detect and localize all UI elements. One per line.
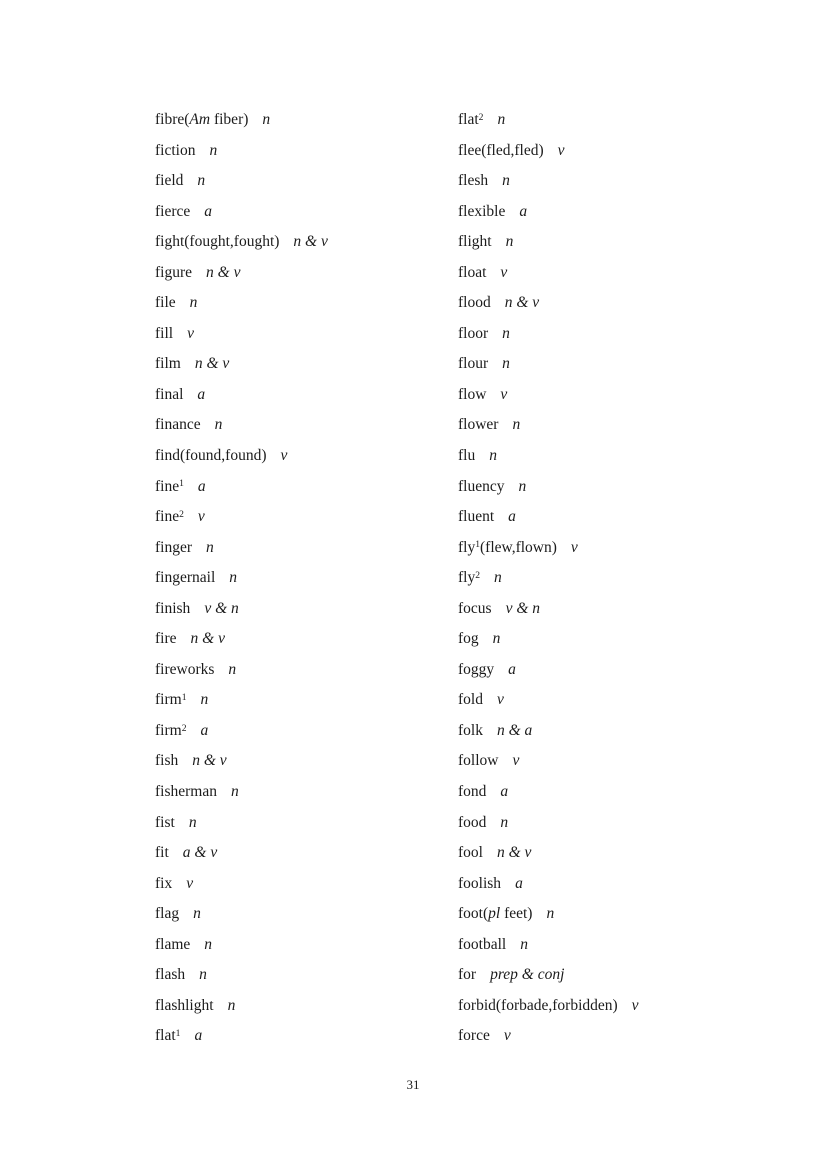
entry-word-segment: find(found,found) — [155, 447, 267, 465]
entry-word-segment: feet) — [500, 905, 533, 923]
entry-part-of-speech: v — [197, 508, 205, 526]
entry-word-segment: fiber) — [210, 111, 249, 128]
entry-part-of-speech: v — [503, 1027, 511, 1045]
vocab-entry — [458, 1021, 639, 1052]
entry-word — [458, 814, 486, 831]
vocab-entry — [458, 960, 639, 991]
entry-part-of-speech: n — [492, 630, 501, 648]
vocab-entry — [155, 380, 328, 411]
entry-word-segment: foggy — [458, 660, 495, 678]
vocab-entry — [155, 441, 328, 472]
entry-word-segment: folk — [458, 721, 483, 739]
vocab-entry — [155, 1021, 328, 1052]
entry-part-of-speech: n — [209, 141, 218, 159]
entry-part-of-speech: n & v — [293, 233, 328, 251]
vocab-entry — [458, 930, 639, 961]
entry-word — [155, 203, 190, 220]
entry-part-of-speech: a — [200, 721, 209, 739]
entry-part-of-speech: a — [194, 1027, 203, 1045]
vocab-entry — [155, 930, 328, 961]
entry-word — [458, 569, 480, 586]
vocab-entry — [458, 441, 639, 472]
vocab-entry — [155, 502, 328, 533]
vocab-entry — [155, 319, 328, 350]
entry-part-of-speech: n — [502, 324, 510, 342]
entry-part-of-speech: n — [229, 569, 238, 587]
vocab-entry — [458, 838, 639, 869]
entry-word — [155, 600, 190, 617]
entry-word-segment: foolish — [458, 874, 502, 892]
entry-word-superscript: 2 — [478, 111, 484, 123]
entry-word-segment: firm — [155, 691, 182, 709]
entry-part-of-speech: n — [500, 813, 509, 831]
entry-word — [155, 355, 181, 372]
entry-part-of-speech: n — [230, 783, 239, 801]
entry-word — [458, 661, 494, 678]
entry-word — [155, 233, 279, 250]
vocab-entry — [155, 777, 328, 808]
entry-word-segment: fool — [458, 844, 483, 862]
vocab-entry — [458, 899, 639, 930]
entry-word — [458, 111, 483, 128]
vocab-entry — [458, 319, 639, 350]
vocab-entry — [458, 655, 639, 686]
entry-word-segment: flash — [155, 966, 186, 984]
entry-word — [155, 569, 215, 586]
entry-word — [458, 630, 479, 647]
entry-word-segment: follow — [458, 752, 499, 770]
entry-word — [155, 966, 185, 983]
entry-word-segment: fiction — [155, 141, 196, 159]
entry-part-of-speech: n — [197, 172, 206, 190]
entry-word-segment: (flew,flown) — [480, 538, 557, 556]
vocab-entry — [458, 502, 639, 533]
vocab-entry — [458, 288, 639, 319]
entry-word-segment: fish — [155, 752, 179, 770]
entry-part-of-speech: prep & conj — [490, 966, 565, 984]
entry-word — [155, 294, 176, 311]
entry-word — [458, 416, 498, 433]
entry-word — [458, 294, 491, 311]
entry-part-of-speech: n — [502, 355, 510, 373]
entry-word-segment: fill — [155, 324, 174, 342]
entry-word — [155, 447, 267, 464]
vocab-entry — [155, 838, 328, 869]
vocab-entry — [155, 105, 328, 136]
entry-word — [458, 905, 532, 922]
vocab-entry — [155, 716, 328, 747]
entry-word-segment: flame — [155, 935, 191, 953]
entry-word-segment: fight(fought,fought) — [155, 233, 280, 251]
vocab-entry — [458, 594, 639, 625]
entry-word-segment: finish — [155, 599, 191, 617]
entry-part-of-speech: a — [508, 660, 516, 678]
entry-word — [155, 386, 183, 403]
vocab-entry — [155, 808, 328, 839]
entry-part-of-speech: n — [206, 538, 214, 556]
entry-part-of-speech: v — [557, 141, 565, 159]
entry-word — [458, 203, 505, 220]
entry-word-segment: field — [155, 172, 184, 190]
entry-word — [458, 936, 506, 953]
entry-word-segment: flood — [458, 294, 491, 312]
entry-part-of-speech: n — [497, 111, 506, 128]
entry-word — [155, 478, 184, 495]
entry-word-segment: fluency — [458, 477, 505, 495]
entry-word-superscript: 2 — [179, 508, 184, 520]
entry-part-of-speech: a — [500, 783, 509, 801]
entry-part-of-speech: n — [502, 172, 510, 190]
entry-word-segment: finance — [155, 416, 201, 434]
vocab-entry — [155, 624, 328, 655]
entry-part-of-speech: v — [500, 263, 508, 281]
entry-word — [458, 997, 618, 1014]
entry-word-segment: fierce — [155, 202, 191, 220]
vocab-entry — [155, 991, 328, 1022]
entry-word — [155, 875, 172, 892]
entry-word — [155, 936, 190, 953]
entry-word — [155, 1027, 180, 1044]
entry-word-segment: fond — [458, 783, 487, 801]
entry-word-segment: flashlight — [155, 996, 214, 1014]
entry-word-segment: float — [458, 263, 487, 281]
entry-part-of-speech: v — [186, 874, 194, 892]
vocab-entry — [458, 410, 639, 441]
entry-word-segment: fly — [458, 569, 476, 587]
vocab-entry — [155, 349, 328, 380]
entry-part-of-speech: n & v — [206, 263, 241, 281]
entry-part-of-speech: a — [197, 385, 206, 403]
entry-word — [155, 905, 179, 922]
entry-word — [155, 844, 169, 861]
entry-word — [155, 752, 178, 769]
vocab-entry — [458, 197, 639, 228]
vocab-entry — [458, 166, 639, 197]
entry-word — [458, 355, 488, 372]
entry-word-segment: for — [458, 966, 477, 984]
entry-word-segment: flexible — [458, 202, 506, 220]
entry-word — [458, 1027, 490, 1044]
vocab-entry — [155, 197, 328, 228]
vocab-entry — [155, 869, 328, 900]
entry-word — [458, 386, 486, 403]
vocab-entry — [155, 472, 328, 503]
entry-part-of-speech: n & a — [496, 721, 533, 739]
entry-part-of-speech: n — [214, 416, 223, 434]
vocab-entry — [155, 746, 328, 777]
entry-word-segment: fist — [155, 813, 175, 831]
entry-part-of-speech: n — [520, 935, 528, 953]
entry-word — [155, 722, 186, 739]
vocab-entry — [155, 685, 328, 716]
entry-word-segment: fibre( — [155, 111, 190, 128]
entry-word-segment: floor — [458, 324, 489, 342]
vocab-entry — [155, 136, 328, 167]
entry-word — [155, 264, 192, 281]
entry-part-of-speech: n — [518, 477, 527, 495]
vocab-entry — [155, 899, 328, 930]
entry-word-segment: finger — [155, 538, 193, 556]
entry-word-segment: focus — [458, 599, 492, 617]
vocab-entry — [458, 472, 639, 503]
entry-word-segment: fold — [458, 691, 483, 709]
entry-word-segment: football — [458, 935, 507, 953]
entry-part-of-speech: n & v — [190, 630, 225, 648]
entry-word-segment: force — [458, 1027, 490, 1045]
entry-part-of-speech: n — [489, 447, 497, 465]
entry-word-superscript: 2 — [475, 569, 481, 581]
entry-word — [155, 661, 214, 678]
vocab-entry — [458, 685, 639, 716]
entry-word-superscript: 1 — [181, 692, 187, 704]
entry-word-superscript: 2 — [181, 722, 187, 734]
entry-word-segment: flight — [458, 233, 492, 251]
entry-word — [155, 539, 192, 556]
entry-word-segment: fit — [155, 844, 169, 862]
entry-word-segment: flour — [458, 355, 489, 373]
entry-part-of-speech: a — [197, 477, 206, 495]
entry-part-of-speech: a — [515, 874, 523, 892]
vocab-entry — [458, 258, 639, 289]
entry-part-of-speech: n & v — [504, 294, 540, 312]
entry-part-of-speech: n — [189, 294, 198, 312]
entry-word — [458, 172, 488, 189]
entry-word — [458, 447, 475, 464]
entry-part-of-speech: a — [519, 202, 528, 220]
entry-word — [458, 539, 557, 556]
entry-word — [458, 478, 504, 495]
entry-word-segment: firm — [155, 721, 182, 739]
entry-word-segment: flu — [458, 447, 476, 465]
vocab-entry — [458, 136, 639, 167]
entry-word-segment: fly — [458, 538, 476, 556]
word-list-column-left — [155, 105, 328, 1052]
entry-part-of-speech: v — [631, 996, 639, 1014]
vocab-entry — [458, 105, 639, 136]
entry-word-segment: pl — [488, 905, 501, 923]
entry-word-superscript: 1 — [475, 539, 481, 551]
vocab-entry — [155, 960, 328, 991]
vocab-entry — [458, 563, 639, 594]
vocab-entry — [155, 563, 328, 594]
entry-word — [155, 783, 217, 800]
entry-word — [458, 844, 483, 861]
entry-word — [155, 997, 214, 1014]
entry-part-of-speech: v — [280, 447, 288, 465]
vocab-entry — [458, 716, 639, 747]
vocab-entry — [458, 533, 639, 564]
entry-word — [458, 508, 494, 525]
entry-word — [458, 966, 476, 983]
entry-word — [458, 325, 488, 342]
vocab-entry — [458, 808, 639, 839]
entry-word-segment: fingernail — [155, 569, 216, 587]
word-list-column-right — [458, 105, 639, 1052]
entry-word-segment: flee(fled,fled) — [458, 141, 544, 159]
entry-part-of-speech: n — [228, 660, 237, 678]
entry-word — [458, 722, 483, 739]
entry-word — [458, 752, 498, 769]
entry-word-segment: flag — [155, 905, 180, 923]
vocab-entry — [458, 624, 639, 655]
entry-part-of-speech: n — [227, 996, 236, 1014]
entry-part-of-speech: n — [193, 905, 201, 923]
entry-word — [458, 264, 486, 281]
entry-word-segment: food — [458, 813, 487, 831]
entry-word — [458, 875, 501, 892]
entry-part-of-speech: n — [494, 569, 502, 587]
vocab-entry — [155, 227, 328, 258]
vocab-entry — [155, 655, 328, 686]
entry-part-of-speech: a — [508, 508, 516, 526]
entry-part-of-speech: n — [512, 416, 521, 434]
entry-part-of-speech: a & v — [182, 844, 218, 862]
entry-word-superscript: 1 — [179, 478, 184, 490]
vocab-entry — [458, 869, 639, 900]
vocab-entry — [458, 380, 639, 411]
entry-word — [458, 600, 492, 617]
entry-word-segment: fine — [155, 477, 180, 495]
entry-part-of-speech: n — [199, 966, 207, 984]
vocab-entry — [458, 991, 639, 1022]
entry-word — [155, 416, 201, 433]
entry-word-segment: flower — [458, 416, 499, 434]
vocab-entry — [458, 746, 639, 777]
entry-part-of-speech: n — [546, 905, 555, 923]
entry-word-segment: fireworks — [155, 660, 215, 678]
entry-word-segment: figure — [155, 263, 193, 281]
vocab-entry — [155, 410, 328, 441]
vocab-entry — [155, 258, 328, 289]
entry-word-segment: flesh — [458, 172, 489, 190]
entry-word-segment: fisherman — [155, 783, 217, 801]
entry-part-of-speech: v & n — [204, 599, 239, 617]
entry-word — [458, 142, 544, 159]
entry-word-segment: fire — [155, 630, 177, 648]
vocab-entry — [155, 533, 328, 564]
vocab-entry — [458, 349, 639, 380]
entry-word-segment: film — [155, 355, 181, 373]
vocab-entry — [155, 594, 328, 625]
entry-word-segment: fix — [155, 874, 173, 892]
entry-word — [155, 630, 177, 647]
entry-word — [155, 325, 173, 342]
entry-word-segment: Am — [189, 111, 211, 128]
entry-part-of-speech: n & v — [192, 752, 227, 770]
entry-word — [155, 172, 183, 189]
entry-word-segment: final — [155, 385, 184, 403]
entry-part-of-speech: n — [262, 111, 271, 128]
vocab-entry — [155, 166, 328, 197]
entry-word — [458, 691, 483, 708]
entry-word-segment: fog — [458, 630, 479, 648]
entry-word-segment: flow — [458, 385, 487, 403]
entry-word — [155, 508, 184, 525]
entry-word-segment: flat — [155, 1027, 176, 1045]
entry-part-of-speech: v — [512, 752, 520, 770]
page-number: 31 — [406, 1077, 420, 1092]
entry-word-segment: fluent — [458, 508, 495, 526]
entry-part-of-speech: n — [188, 813, 197, 831]
entry-word-segment: flat — [458, 111, 479, 128]
entry-word — [155, 142, 195, 159]
entry-part-of-speech: v — [500, 385, 508, 403]
entry-word-segment: forbid(forbade,forbidden) — [458, 996, 618, 1014]
entry-part-of-speech: n — [200, 691, 209, 709]
entry-part-of-speech: n — [204, 935, 213, 953]
entry-word-segment: foot( — [458, 905, 489, 923]
entry-word-superscript: 1 — [175, 1028, 181, 1040]
entry-part-of-speech: n & v — [194, 355, 230, 373]
entry-word — [155, 814, 175, 831]
entry-part-of-speech: v — [187, 324, 194, 342]
entry-part-of-speech: v — [570, 538, 578, 556]
entry-word — [458, 783, 486, 800]
entry-word — [155, 111, 248, 128]
entry-part-of-speech: n & v — [496, 844, 532, 862]
entry-word-segment: fine — [155, 508, 180, 526]
entry-word — [155, 691, 186, 708]
entry-part-of-speech: a — [204, 202, 213, 220]
entry-word-segment: file — [155, 294, 176, 312]
entry-part-of-speech: v — [496, 691, 504, 709]
entry-part-of-speech: v & n — [505, 599, 541, 617]
vocab-entry — [458, 227, 639, 258]
vocab-entry — [155, 288, 328, 319]
entry-word — [458, 233, 492, 250]
entry-part-of-speech: n — [505, 233, 514, 251]
vocab-entry — [458, 777, 639, 808]
